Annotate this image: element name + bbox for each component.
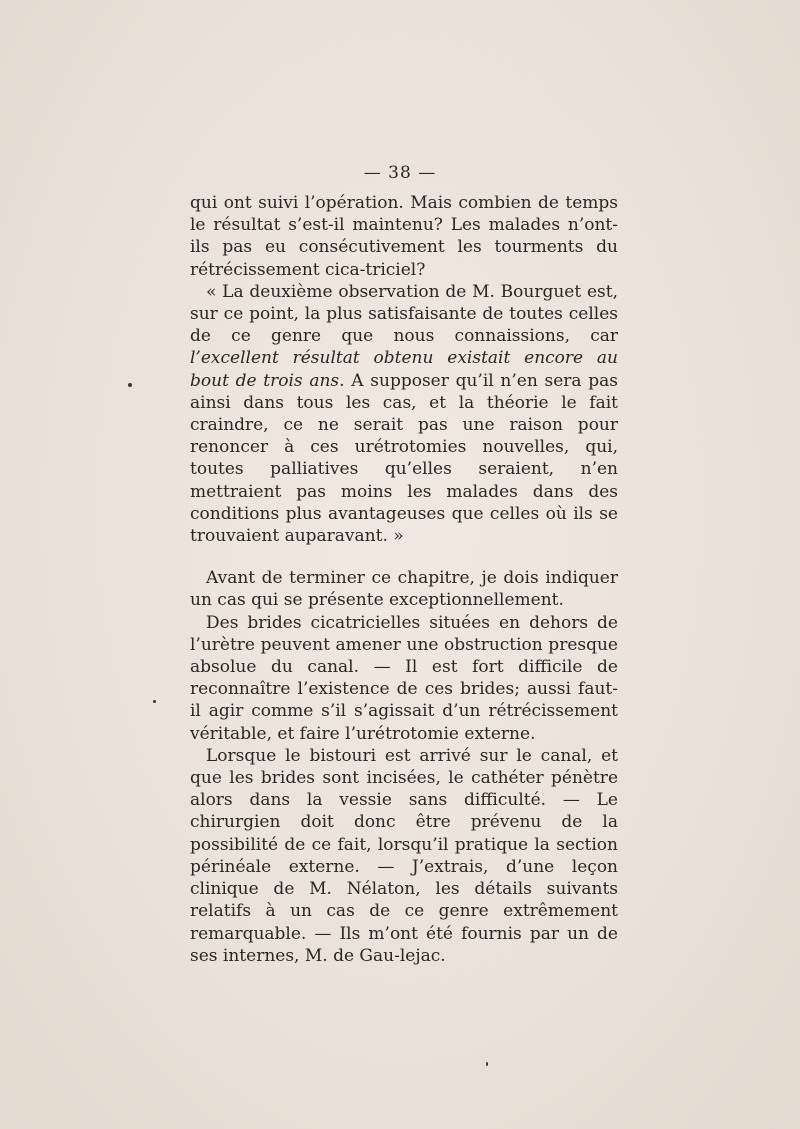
paragraph-1: qui ont suivi l’opération. Mais combien de temps le résultat s’est-il maintenu? Les malades n’ont-ils pas eu consécutivement les tourments du rétrécissement cica-triciel? [190,193,618,280]
ink-speck [486,1062,488,1066]
paragraph-4: Des brides cicatricielles situées en dehors de l’urètre peuvent amener une obstruction presque absolue du canal. — Il est fort difficile de reconnaître l’existence de ces brides; aussi faut-il agir comme s’il s’agissait d’un rétrécissement véritable, et faire l’urétrotomie externe. [190,612,618,744]
ink-speck [153,700,156,703]
page-number: — 38 — [363,163,437,183]
paragraph-5: Lorsque le bistouri est arrivé sur le canal, et que les brides sont incisées, le cathéter pénètre alors dans la vessie sans difficulté. — Le chirurgien doit donc être prévenu de la possibilité de ce fait, lorsqu’il pratique la section périnéale externe. — J’extrais, d’une leçon clinique de M. Nélaton, les détails suivants relatifs à un cas de ce genre extrêmement remarquable. — Ils m’ont été fournis par un de ses internes, M. de Gau-lejac. [190,745,618,966]
quote-text-end: . A supposer qu’il n’en sera pas ainsi dans tous les cas, et la théorie le fait craindre, ce ne serait pas une raison pour renoncer à ces urétrotomies nouvelles, qui, toutes palliatives qu’elles seraient, n’en mettraient pas moins les malades dans des conditions plus avantageuses que celles où ils se trouvaient auparavant. » [190,370,619,547]
quote-text-start: « La deuxième observation de M. Bourguet est, sur ce point, la plus satisfaisante de toutes celles de ce genre que nous connaissions, car [190,281,618,347]
quote-italic-emphasis: l’excellent résultat obtenu existait encore au bout de trois ans [190,348,618,391]
paragraph-3: Avant de terminer ce chapitre, je dois indiquer un cas qui se présente exceptionnellement. [190,568,618,611]
ink-speck [128,383,132,387]
body-text [190,192,618,967]
paragraph-2-quote [190,281,618,547]
